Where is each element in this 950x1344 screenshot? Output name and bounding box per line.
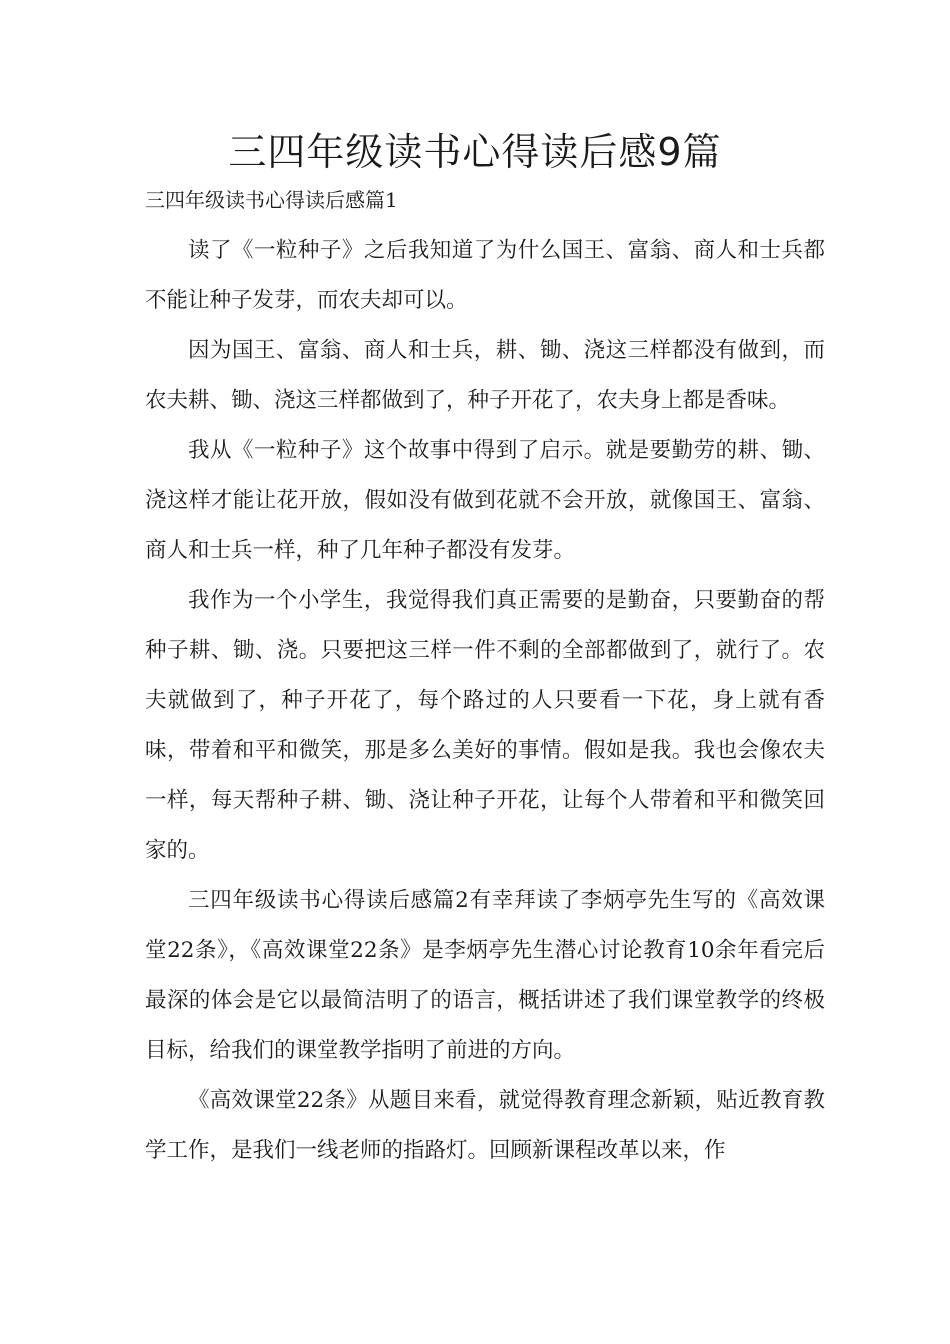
paragraph: 读了《一粒种子》之后我知道了为什么国王、富翁、商人和士兵都不能让种子发芽，而农夫却可以。 xyxy=(145,238,825,313)
paragraph: 三四年级读书心得读后感篇2有幸拜读了李炳亭先生写的《高效课堂22条》，《高效课堂22条》是李炳亭先生潜心讨论教育10余年看完后最深的体会是它以最简洁明了的语言，概括讲述了我们课堂教学的终极目标，给我们的课堂教学指明了前进的方向。 xyxy=(145,888,825,1063)
section-heading: 三四年级读书心得读后感篇1 xyxy=(145,188,398,212)
document-title: 三四年级读书心得读后感9篇 xyxy=(228,130,722,174)
paragraph: 我从《一粒种子》这个故事中得到了启示。就是要勤劳的耕、锄、浇这样才能让花开放，假如没有做到花就不会开放，就像国王、富翁、商人和士兵一样，种了几年种子都没有发芽。 xyxy=(145,438,825,563)
paragraph: 我作为一个小学生，我觉得我们真正需要的是勤奋，只要勤奋的帮种子耕、锄、浇。只要把这三样一件不剩的全部都做到了，就行了。农夫就做到了，种子开花了，每个路过的人只要看一下花，身上就有香味，带着和平和微笑，那是多么美好的事情。假如是我。我也会像农夫一样，每天帮种子耕、锄、浇让种子开花，让每个人带着和平和微笑回家的。 xyxy=(145,588,825,863)
document-body xyxy=(145,226,825,1176)
paragraph: 《高效课堂22条》从题目来看，就觉得教育理念新颖，贴近教育教学工作，是我们一线老师的指路灯。回顾新课程改革以来，作 xyxy=(145,1088,825,1163)
paragraph: 因为国王、富翁、商人和士兵，耕、锄、浇这三样都没有做到，而农夫耕、锄、浇这三样都做到了，种子开花了，农夫身上都是香味。 xyxy=(145,338,825,413)
